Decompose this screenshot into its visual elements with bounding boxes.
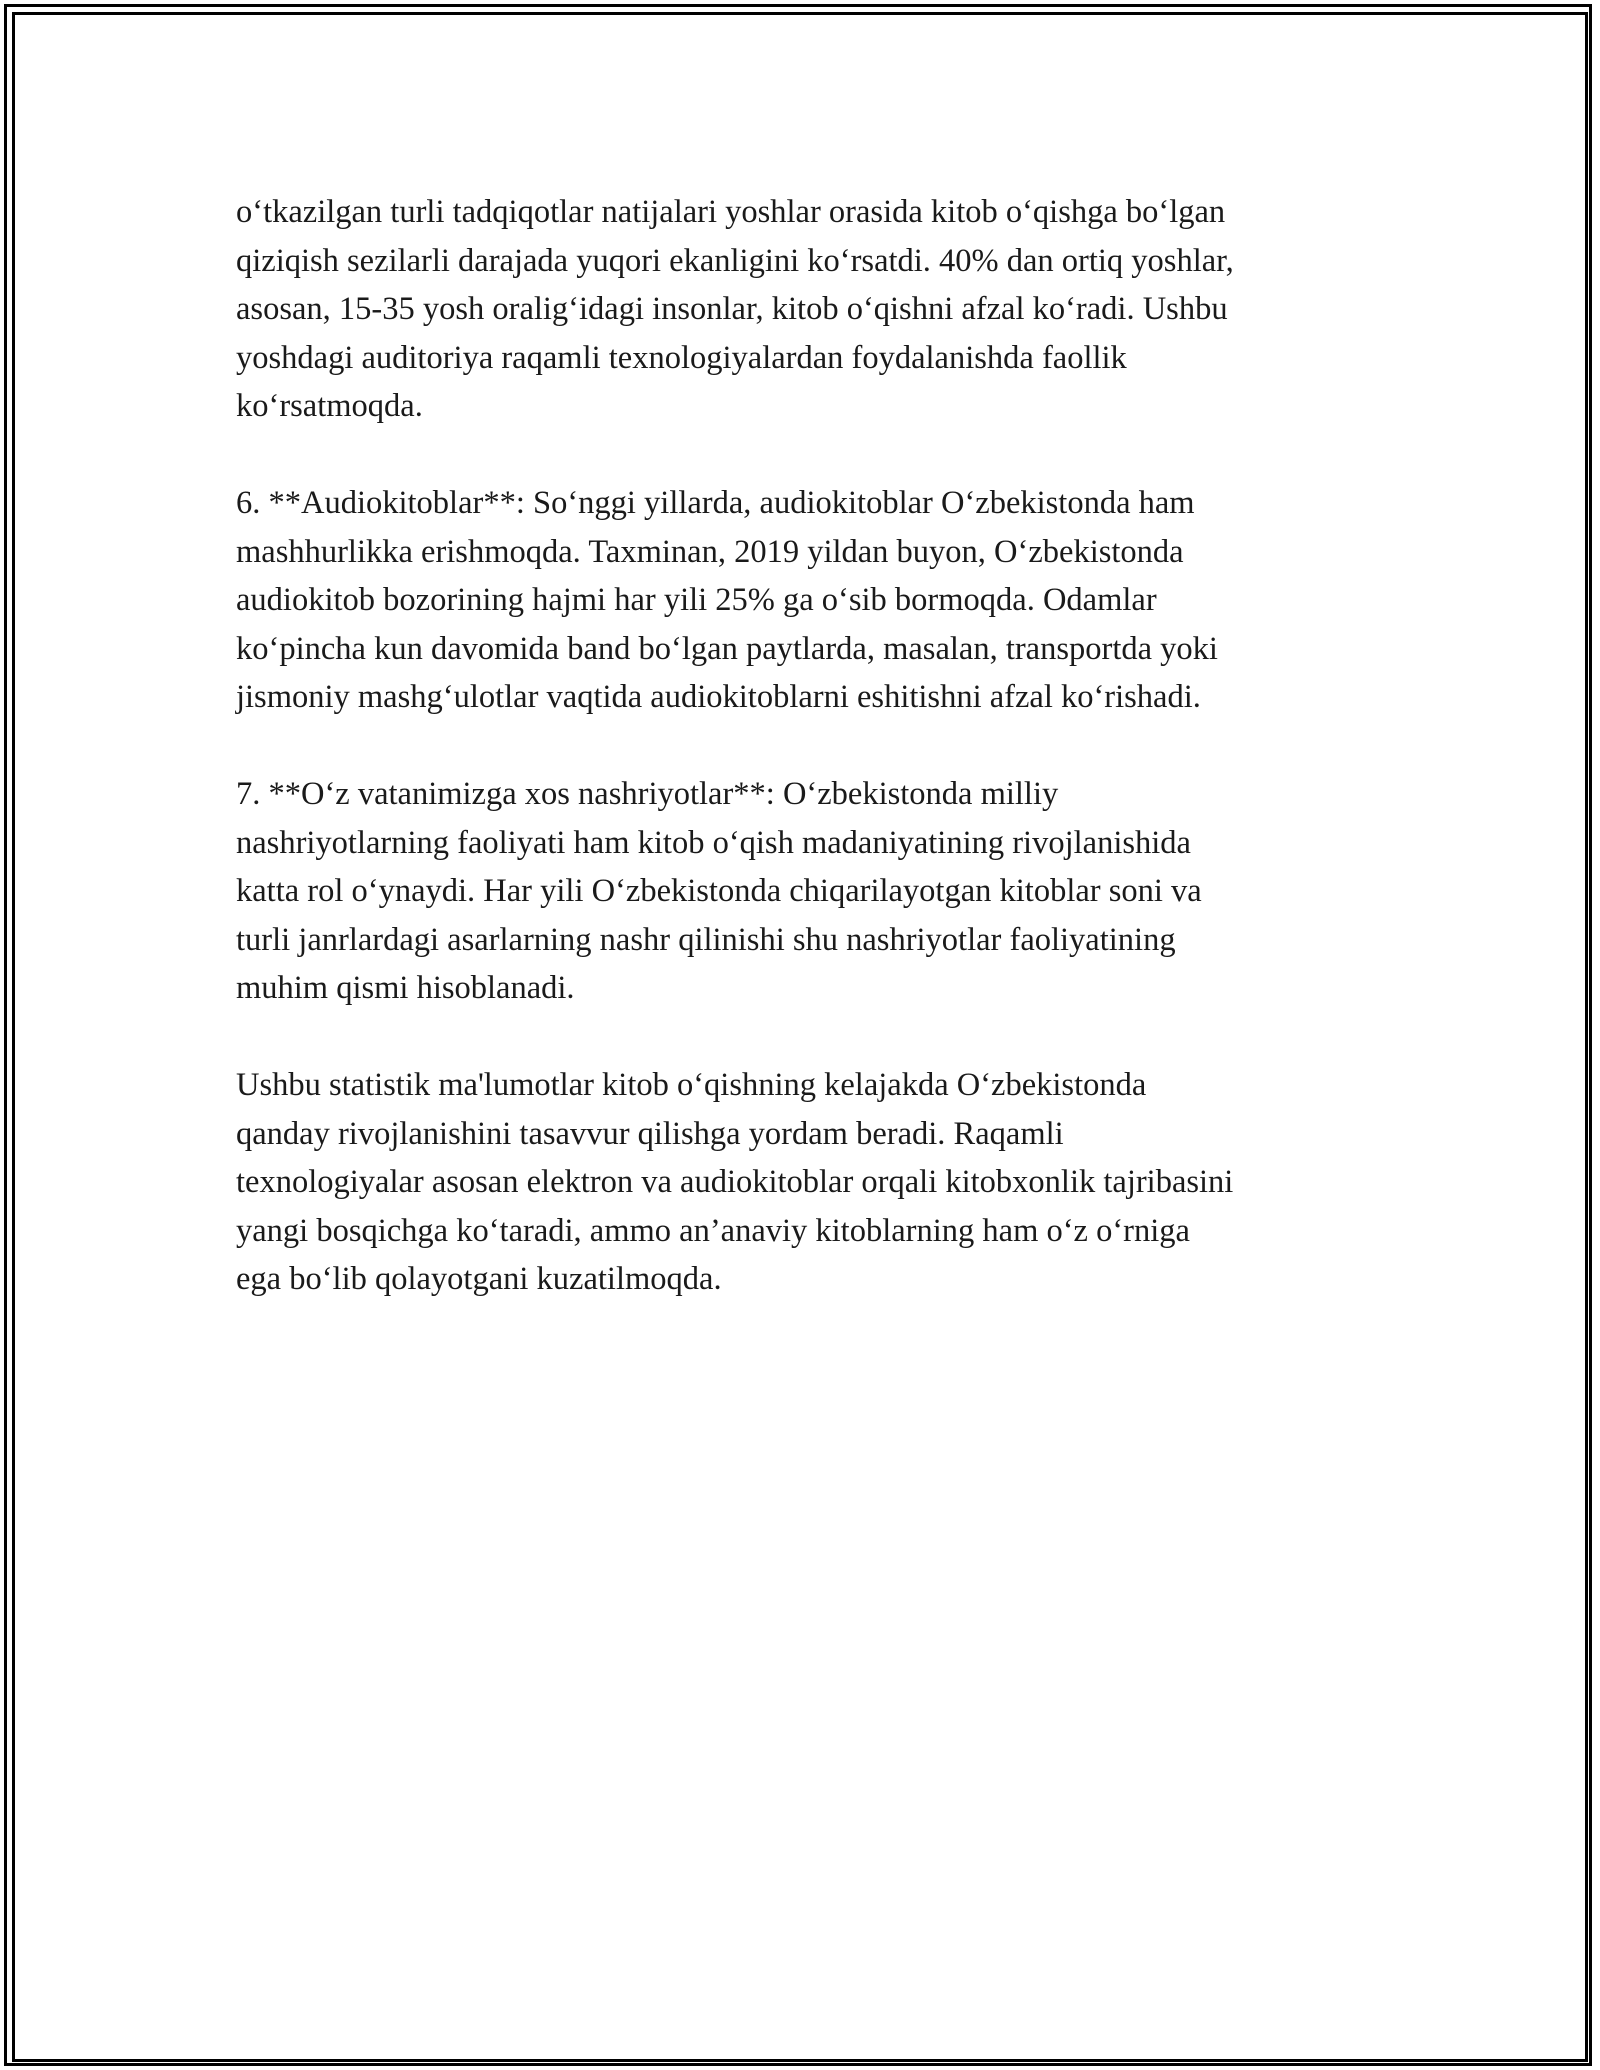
- paragraph-audiobooks: [236, 479, 1396, 722]
- text-line: yoshdagi auditoriya raqamli texnologiyalardan foydalanishda faollik: [236, 339, 1127, 376]
- text-line: nashriyotlarning faoliyati ham kitob oʻqish madaniyatining rivojlanishida: [236, 824, 1191, 861]
- paragraph-publishers: [236, 770, 1396, 1013]
- paragraph-youth-reading: [236, 188, 1396, 431]
- text-line: qiziqish sezilarli darajada yuqori ekanligini koʻrsatdi. 40% dan ortiq yoshlar,: [236, 242, 1234, 279]
- text-line: qanday rivojlanishini tasavvur qilishga yordam beradi. Raqamli: [236, 1115, 1064, 1152]
- text-line: koʻrsatmoqda.: [236, 388, 423, 424]
- text-line: muhim qismi hisoblanadi.: [236, 970, 575, 1006]
- text-line: koʻpincha kun davomida band boʻlgan paytlarda, masalan, transportda yoki: [236, 630, 1218, 667]
- text-line: 7. **Oʻz vatanimizga xos nashriyotlar**: Oʻzbekistonda milliy: [236, 776, 1059, 812]
- text-line: Ushbu statistik ma'lumotlar kitob oʻqishning kelajakda Oʻzbekistonda: [236, 1067, 1147, 1103]
- text-line: oʻtkazilgan turli tadqiqotlar natijalari yoshlar orasida kitob oʻqishga boʻlgan: [236, 194, 1226, 230]
- text-line: turli janrlardagi asarlarning nashr qilinishi shu nashriyotlar faoliyatining: [236, 921, 1176, 958]
- paragraph-conclusion: [236, 1061, 1396, 1304]
- text-line: asosan, 15-35 yosh oraligʻidagi insonlar, kitob oʻqishni afzal koʻradi. Ushbu: [236, 291, 1228, 327]
- text-line: audiokitob bozorining hajmi har yili 25% ga oʻsib bormoqda. Odamlar: [236, 582, 1157, 618]
- text-line: katta rol oʻynaydi. Har yili Oʻzbekistonda chiqarilayotgan kitoblar soni va: [236, 873, 1202, 909]
- text-line: yangi bosqichga koʻtaradi, ammo an’anaviy kitoblarning ham oʻz oʻrniga: [236, 1212, 1190, 1249]
- text-line: jismoniy mashgʻulotlar vaqtida audiokitoblarni eshitishni afzal koʻrishadi.: [236, 679, 1201, 715]
- text-line: ega boʻlib qolayotgani kuzatilmoqda.: [236, 1261, 722, 1297]
- text-line: texnologiyalar asosan elektron va audiokitoblar orqali kitobxonlik tajribasini: [236, 1164, 1234, 1200]
- text-line: mashhurlikka erishmoqda. Taxminan, 2019 yildan buyon, Oʻzbekistonda: [236, 533, 1184, 570]
- text-line: 6. **Audiokitoblar**: Soʻnggi yillarda, audiokitoblar Oʻzbekistonda ham: [236, 485, 1195, 521]
- document-body: [236, 188, 1396, 1352]
